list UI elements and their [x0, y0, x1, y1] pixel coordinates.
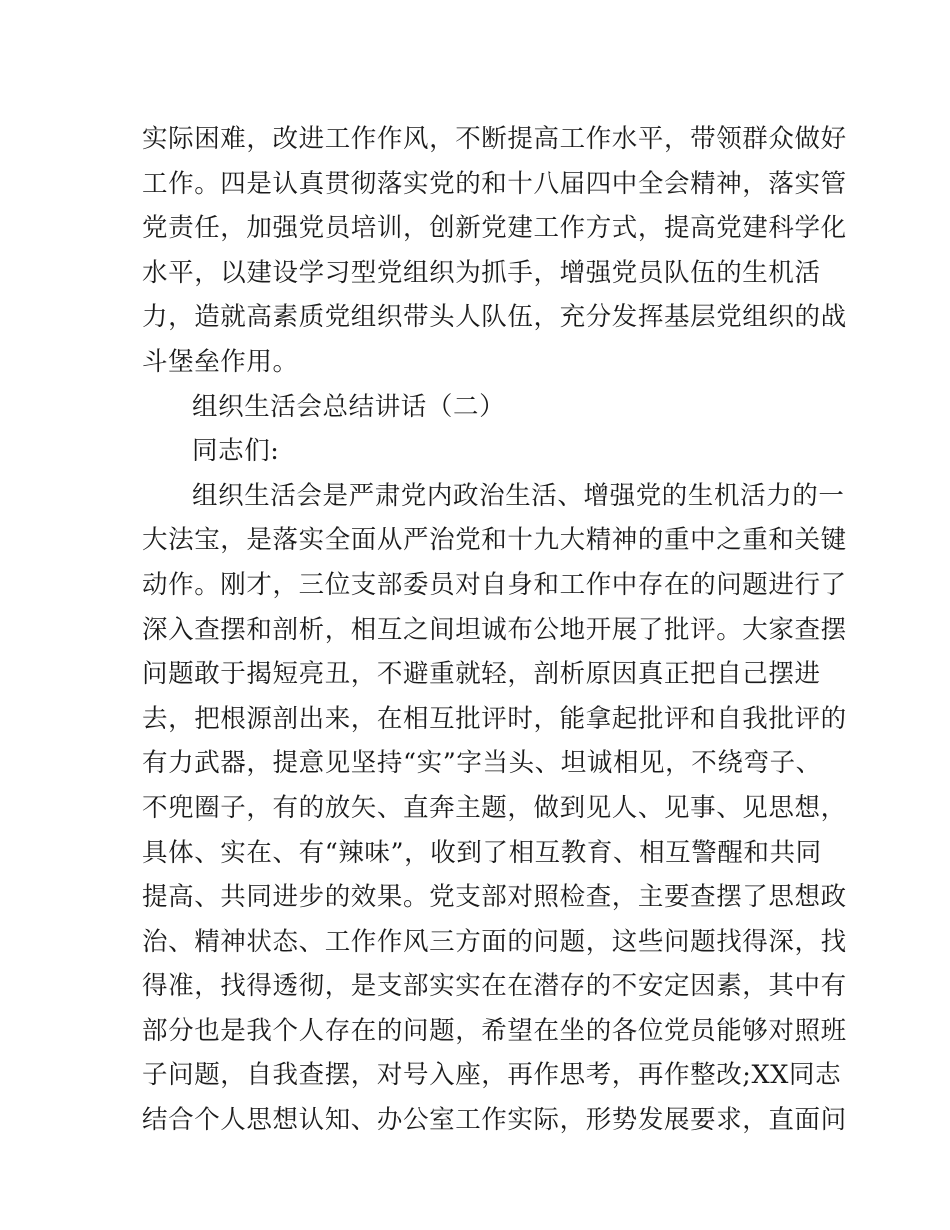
text-line: 水平，以建设学习型党组织为抓手，增强党员队伍的生机活: [142, 257, 821, 288]
text-line: 子问题，自我查摆，对号入座，再作思考，再作整改;XX同志: [142, 1060, 842, 1091]
document-body: [142, 117, 847, 1143]
text-line: 实际困难，改进工作作风，不断提高工作水平，带领群众做好: [142, 124, 847, 154]
text-line: 具体、实在、有“辣味”，收到了相互教育、相互警醒和共同: [142, 837, 822, 868]
text-line: 提高、共同进步的效果。党支部对照检查，主要查摆了思想政: [142, 882, 847, 913]
salutation: 同志们:: [192, 436, 280, 467]
text-line: 有力武器，提意见坚持“实”字当头、坦诚相见，不绕弯子、: [142, 748, 822, 779]
text-line: 结合个人思想认知、办公室工作实际，形势发展要求，直面问: [142, 1105, 847, 1136]
text-line: 部分也是我个人存在的问题，希望在坐的各位党员能够对照班: [142, 1015, 847, 1046]
text-line: 得准，找得透彻，是支部实实在在潜存的不安定因素，其中有: [142, 971, 847, 1002]
text-line: 斗堡垒作用。: [142, 346, 299, 377]
text-line: 不兜圈子，有的放矢、直奔主题，做到见人、见事、见思想，: [142, 792, 847, 823]
text-line: 党责任，加强党员培训，创新党建工作方式，提高党建科学化: [142, 213, 847, 244]
section-heading: 组织生活会总结讲话（二）: [192, 391, 506, 422]
text-line: 动作。刚才，三位支部委员对自身和工作中存在的问题进行了: [142, 569, 847, 600]
text-line: 问题敢于揭短亮丑，不避重就轻，剖析原因真正把自己摆进: [142, 659, 821, 690]
text-line: 力，造就高素质党组织带头人队伍，充分发挥基层党组织的战: [142, 302, 847, 333]
text-line: 深入查摆和剖析，相互之间坦诚布公地开展了批评。大家查摆: [142, 614, 847, 645]
text-line: 去，把根源剖出来，在相互批评时，能拿起批评和自我批评的: [142, 703, 847, 734]
text-line: 治、精神状态、工作作风三方面的问题，这些问题找得深，找: [142, 926, 847, 957]
text-line: 工作。四是认真贯彻落实党的和十八届四中全会精神，落实管: [142, 168, 847, 199]
paragraph-start-line: 组织生活会是严肃党内政治生活、增强党的生机活力的一: [192, 480, 845, 511]
text-line: 大法宝，是落实全面从严治党和十九大精神的重中之重和关键: [142, 525, 847, 556]
